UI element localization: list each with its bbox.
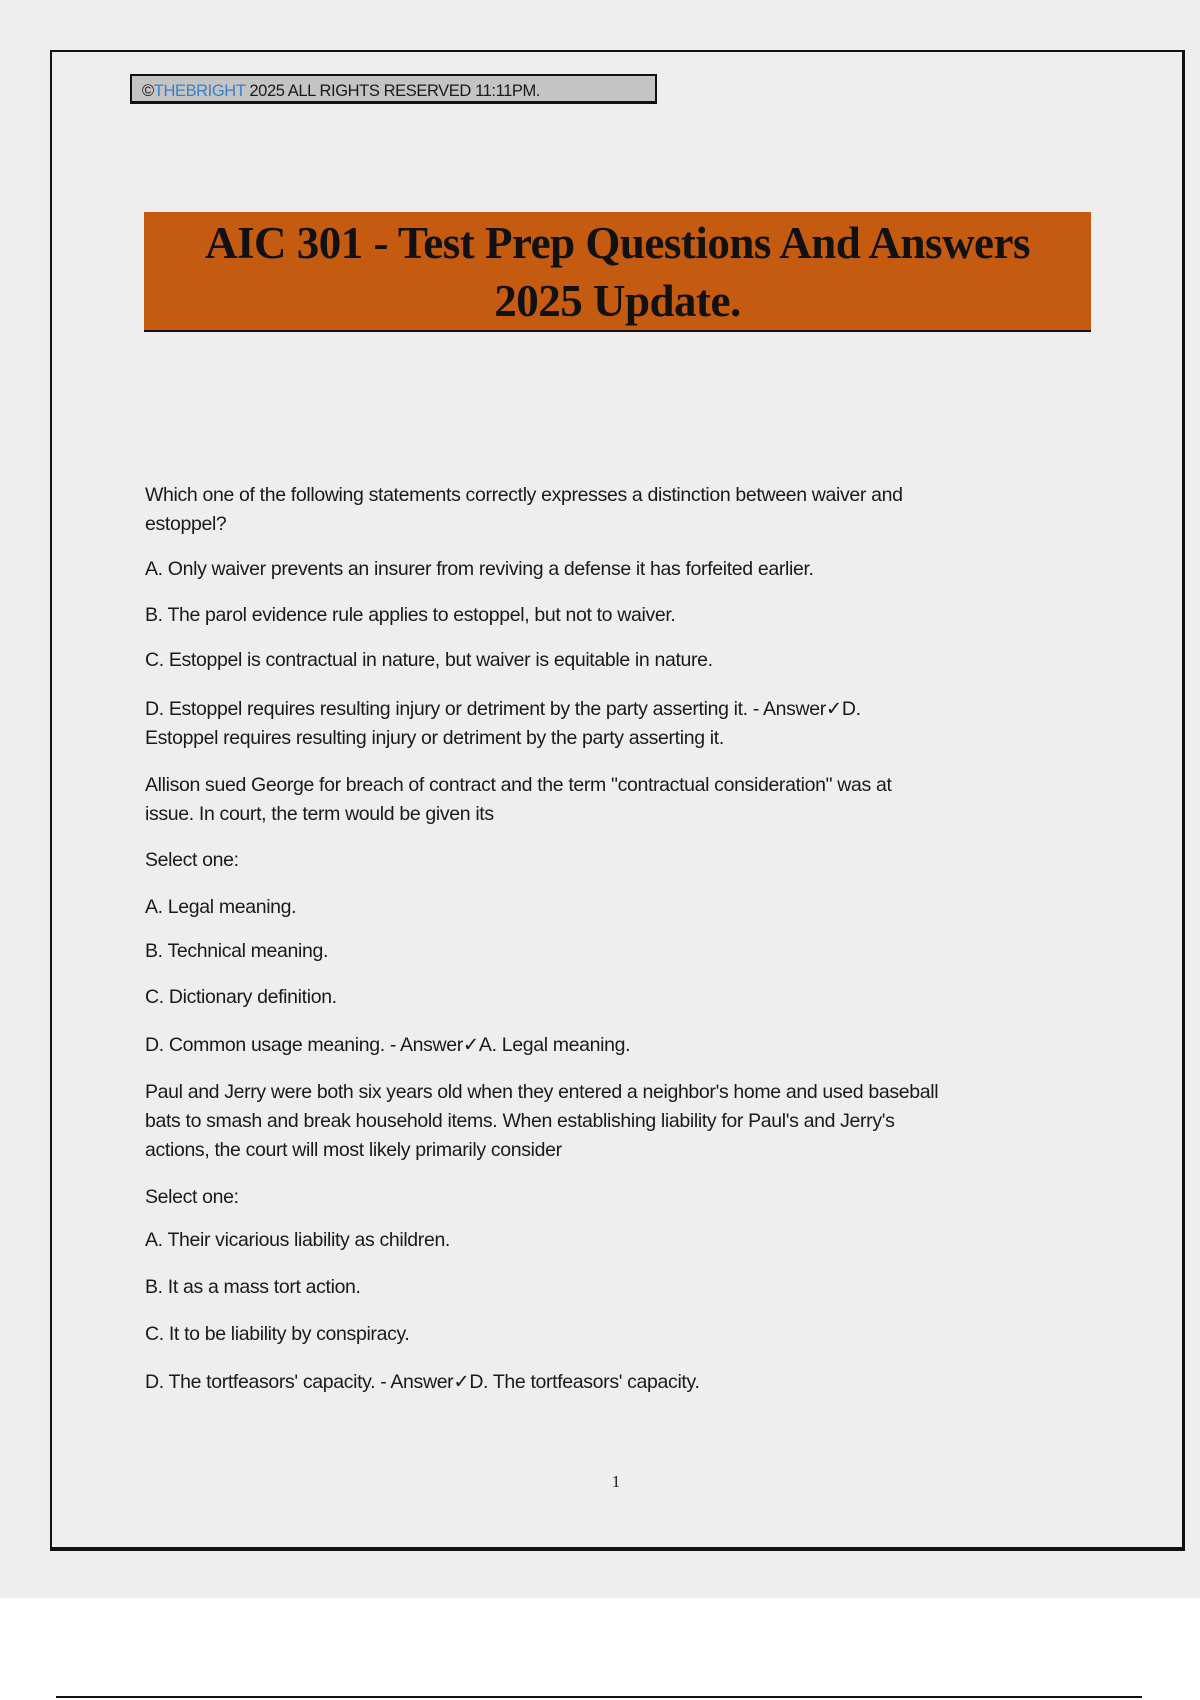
text-line: C. Estoppel is contractual in nature, but waiver is equitable in nature. [145,649,713,671]
text-line: bats to smash and break household items. When establishing liability for Paul's and Jerry's [145,1110,895,1132]
paragraph [145,1368,700,1397]
paragraph [145,695,861,753]
copyright-header [130,74,657,104]
paragraph [145,893,296,922]
text-line: C. It to be liability by conspiracy. [145,1323,410,1345]
copyright-text: 2025 ALL RIGHTS RESERVED 11:11PM. [245,82,541,100]
paragraph [145,601,675,630]
next-page-top-rule [56,1696,1142,1698]
text-line: D. Estoppel requires resulting injury or detriment by the party asserting it. - Answer✓D. [145,698,861,720]
text-line: C. Dictionary definition. [145,986,337,1008]
paragraph [145,646,713,675]
copyright-symbol: © [142,82,154,100]
text-line: B. The parol evidence rule applies to estoppel, but not to waiver. [145,604,676,626]
paragraph [145,1320,410,1349]
text-line: issue. In court, the term would be given its [145,803,494,825]
text-line: Select one: [145,1186,239,1208]
brand-name: THEBRIGHT [153,82,246,100]
text-line: B. Technical meaning. [145,940,329,962]
paragraph [145,983,337,1012]
text-line: B. It as a mass tort action. [145,1276,361,1298]
title-line-2: 2025 Update. [494,276,741,326]
text-line: Select one: [145,849,239,871]
paragraph [145,1031,630,1060]
title-banner [144,212,1091,332]
title-line-1: AIC 301 - Test Prep Questions And Answers [204,218,1031,268]
text-line: A. Legal meaning. [145,896,297,918]
paragraph [145,1273,361,1302]
text-line: Which one of the following statements correctly expresses a distinction between waiver and [145,484,903,506]
text-line: A. Their vicarious liability as children. [145,1229,451,1251]
paragraph [145,555,814,584]
paragraph [145,1078,938,1165]
paragraph [145,1226,450,1255]
text-line: actions, the court will most likely primarily consider [145,1139,562,1161]
text-line: A. Only waiver prevents an insurer from reviving a defense it has forfeited earlier. [145,558,814,580]
page-number: 1 [611,1472,621,1491]
text-line: Estoppel requires resulting injury or detriment by the party asserting it. [145,727,724,749]
paragraph [145,771,892,829]
text-line: Allison sued George for breach of contract and the term "contractual consideration" was at [145,774,892,796]
text-line: D. The tortfeasors' capacity. - Answer✓D. The tortfeasors' capacity. [145,1371,700,1393]
paragraph [145,846,239,875]
paragraph [145,481,903,539]
paragraph [145,1183,239,1212]
text-line: Paul and Jerry were both six years old when they entered a neighbor's home and used baseball [145,1081,939,1103]
text-line: D. Common usage meaning. - Answer✓A. Legal meaning. [145,1034,631,1056]
paragraph [145,937,328,966]
text-line: estoppel? [145,513,227,535]
